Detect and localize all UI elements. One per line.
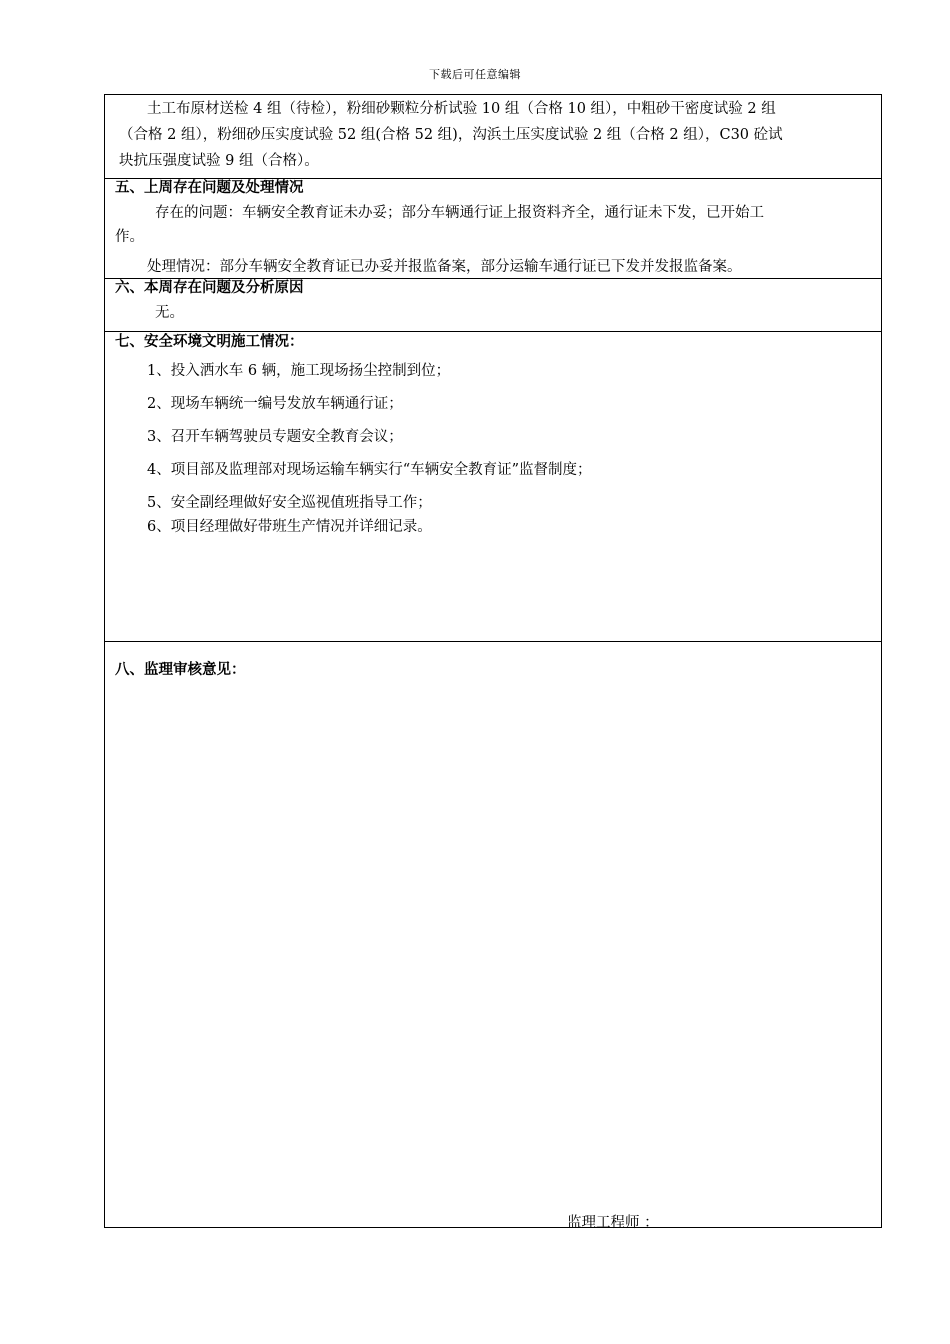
handling-line: 处理情况：部分车辆安全教育证已办妥并报监备案，部分运输车通行证已下发并发报监备案。 (147, 259, 742, 275)
section-6-content: 无。 (155, 305, 184, 321)
problem-line-2: 作。 (115, 229, 144, 245)
section-5-title: 五、上周存在问题及处理情况 (115, 180, 304, 196)
section-7-title: 七、安全环境文明施工情况： (115, 334, 304, 350)
safety-item-5: 5、安全副经理做好安全巡视值班指导工作； (147, 495, 432, 511)
section-this-week-issues (105, 279, 881, 332)
problem-line-1: 存在的问题：车辆安全教育证未办妥；部分车辆通行证上报资料齐全，通行证未下发，已开始工 (155, 205, 764, 221)
section-8-title: 八、监理审核意见： (115, 662, 246, 678)
section-test-results (105, 95, 881, 179)
safety-item-2: 2、现场车辆统一编号发放车辆通行证； (147, 396, 403, 412)
supervisor-signature-label: 监理工程师 ： (567, 1215, 659, 1231)
test-results-line-3: 块抗压强度试验 9 组（合格）。 (119, 153, 319, 169)
section-supervisor-opinion (105, 642, 881, 1231)
test-results-line-1: 土工布原材送检 4 组（待检），粉细砂颗粒分析试验 10 组（合格 10 组），中粗砂干密度试验 2 组 (147, 101, 776, 117)
section-safety-environment (105, 332, 881, 642)
safety-item-4: 4、项目部及监理部对现场运输车辆实行“车辆安全教育证”监督制度； (147, 462, 592, 478)
safety-item-6: 6、项目经理做好带班生产情况并详细记录。 (147, 519, 432, 535)
test-results-line-2: （合格 2 组），粉细砂压实度试验 52 组(合格 52 组)，沟浜土压实度试验 2 组（合格 2 组），C30 砼试 (119, 127, 783, 143)
section-last-week-issues (105, 179, 881, 279)
safety-item-3: 3、召开车辆驾驶员专题安全教育会议； (147, 429, 403, 445)
page-header-note: 下载后可任意编辑 (429, 68, 521, 81)
safety-item-1: 1、投入洒水车 6 辆，施工现场扬尘控制到位； (147, 363, 451, 379)
weekly-report-table (104, 94, 882, 1231)
section-6-title: 六、本周存在问题及分析原因 (115, 280, 304, 296)
